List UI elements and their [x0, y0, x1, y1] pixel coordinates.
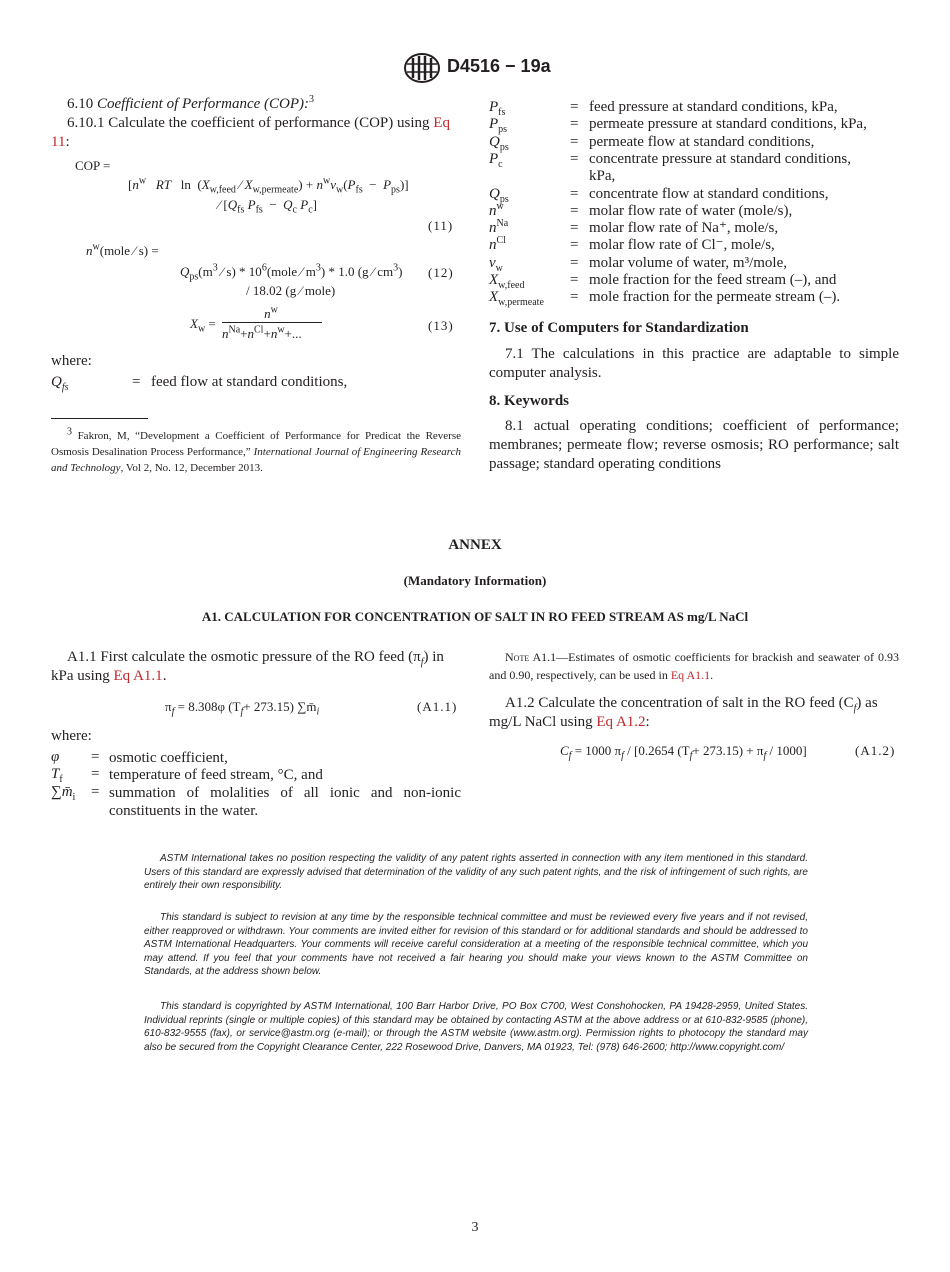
var-symbol: $X_{w,permeate}$ — [489, 289, 544, 309]
var-definition: permeate pressure at standard conditions, kPa, — [589, 116, 867, 133]
eq-a1-2-link[interactable]: Eq A1.2 — [596, 714, 646, 730]
note-text: —Estimates of osmotic coefficients for brackish and seawater of 0.93 and 0.90, respectively, can be used in — [489, 650, 899, 682]
note-end: . — [710, 668, 714, 682]
eq11-link[interactable]: Eq 11 — [51, 115, 450, 150]
footnote-rule — [51, 418, 148, 419]
footnote-journal: International Journal of Engineering Research and Technology — [51, 446, 461, 474]
eq13-number: (13) — [428, 318, 454, 333]
eq12-lhs-sup: w — [92, 241, 100, 253]
page-header — [0, 52, 950, 86]
section-6-10-1 — [51, 114, 461, 152]
var-symbol: $Q_{ps}$ — [489, 185, 509, 205]
var-definition: molar flow rate of Cl⁻, mole/s, — [589, 237, 775, 254]
var-definition: concentrate pressure at standard conditions, — [589, 150, 851, 167]
eq12-rhs: $Q_{ps}(m^3$ ⁄ $s) * 10^6(mole$ ⁄ $m^3) * 1.0$ (g ⁄ $cm^3$) — [180, 262, 403, 283]
var-definition: molar flow rate of Na⁺, mole/s, — [589, 220, 779, 237]
eq11-numerator: [$n^w$ RT $\ln (X_{w,feed}$ ⁄ $X_{w,permeate}) + n^wv_w(P_{fs} - P_{ps})$] — [128, 175, 409, 196]
equals-sign: = — [570, 202, 579, 219]
paragraph-text: 6.10.1 Calculate the coefficient of performance (COP) using — [67, 115, 430, 131]
eq12-line2: / 18.02 (g ⁄ mole) — [246, 283, 336, 298]
eq-a1-1-number: (A1.1) — [417, 699, 458, 714]
eq11-denominator: ⁄ [$Q_{fs}$ $P_{fs} - Q_c$ $P_c$] — [218, 197, 317, 216]
var-row — [489, 134, 899, 151]
eq11-lhs: COP = — [75, 158, 111, 173]
var-symbol: $X_{w,feed}$ — [489, 272, 525, 291]
equals-sign: = — [132, 374, 141, 390]
equals-sign: = — [570, 150, 579, 167]
section-8-heading: 8. Keywords — [489, 393, 569, 409]
page-number: 3 — [471, 1220, 479, 1235]
annex-where-label: where: — [51, 728, 92, 744]
note-number: A1.1 — [532, 650, 557, 664]
equals-sign: = — [570, 289, 579, 306]
var-row — [489, 255, 899, 272]
paragraph-text: A1.1 First calculate the osmotic pressure of the RO feed (π — [67, 649, 421, 665]
var-definition: molar volume of water, m³/mole, — [589, 254, 788, 271]
eq13-denominator: $n^{Na}+n^{Cl}+n^w+$... — [222, 324, 302, 341]
notice-copyright: This standard is copyrighted by ASTM International, 100 Barr Harbor Drive, PO Box C700, West Conshohocken, PA 19428-2959, United States. Individual reprints (single or multiple copies) of this standard may be obtained by contacting ASTM at the above address or at 610-832-9585 (phone), 610-832-9555 (fax), or service@astm.org (e-mail); or through the ASTM website (www.astm.org). Permission rights to photocopy the standard may also be secured from the Copyright Clearance Center, 222 Rosewood Drive, Danvers, MA 01923, Tel: (978) 646-2600; http://www.copyright.com/ — [144, 1001, 808, 1053]
eq11-number: (11) — [428, 218, 454, 233]
var-definition: temperature of feed stream, °C, and — [109, 767, 323, 783]
equals-sign: = — [570, 116, 579, 133]
annex-variable-list — [51, 749, 461, 819]
var-definition: concentrate flow at standard conditions, — [589, 185, 829, 202]
var-row — [489, 237, 899, 254]
equals-sign: = — [570, 272, 579, 288]
paragraph-tail: : — [65, 134, 70, 150]
where-label: where: — [51, 353, 92, 369]
var-definition: mole fraction for the feed stream (–), and — [589, 272, 837, 288]
var-symbol: $P_{fs}$ — [489, 99, 506, 118]
equals-sign: = — [570, 220, 579, 237]
eq12-lhs-tail: (mole ⁄ s) = — [99, 243, 159, 258]
var-symbol: $P_{ps}$ — [489, 116, 508, 136]
equals-sign: = — [570, 237, 579, 254]
var-qfs — [51, 374, 461, 391]
var-symbol: $\sum m̄_i$ — [51, 784, 76, 803]
annex-var-row — [51, 784, 461, 820]
var-definition: feed pressure at standard conditions, kPa, — [589, 99, 838, 115]
var-symbol: $n^w$ — [489, 200, 504, 219]
var-definition: feed flow at standard conditions, — [151, 374, 348, 390]
equals-sign: = — [91, 766, 100, 782]
eq12-number: (12) — [428, 265, 454, 280]
note-label: Note — [505, 650, 530, 664]
notice-revision: This standard is subject to revision at any time by the responsible technical committee and must be reviewed every five years and if not revised, either reapproved or withdrawn. Your comments are invited either for revision of this standard or for additional standards and should be addressed to ASTM International Headquarters. Your comments will receive careful consideration at a meeting of the responsible technical committee, which you may attend. If you feel that your comments have not received a fair hearing you should make your views known to the ASTM Committee on Standards, at the address shown below. — [144, 912, 808, 977]
equals-sign: = — [570, 99, 579, 115]
section-8-1: 8.1 actual operating conditions; coefficient of performance; membranes; permeate flow; reverse osmosis; RO performance; salt passage; standard operating conditions — [489, 418, 899, 472]
equals-sign: = — [91, 749, 100, 765]
paragraph-end: . — [162, 668, 167, 684]
eq-a1-1: $\pi_f = 8.308\varphi$ $(T_f+ 273.15)$ $\sum m̄_i$ — [165, 699, 320, 718]
paragraph-tail: ) in kPa using — [51, 649, 444, 684]
var-symbol: $n^{Cl}$ — [489, 235, 506, 254]
annex-a1-1: A1.1 First calculate the osmotic pressure of the RO feed $(\pi_f)$ in kPa using Eq A1.1. — [51, 649, 444, 684]
annex-a1-heading: A1. CALCULATION FOR CONCENTRATION OF SALT IN RO FEED STREAM AS mg/L NaCl — [201, 609, 749, 624]
eq13-lhs: $X_w$ = — [190, 316, 216, 335]
var-definition: mole fraction for the permeate stream (–). — [589, 289, 841, 306]
annex-a1-2: A1.2 Calculate the concentration of salt in the RO feed $(C_f)$ as mg/L NaCl using Eq A1.2: — [489, 695, 878, 730]
var-definition: molar flow rate of water (mole/s), — [589, 202, 793, 219]
equals-sign: = — [570, 185, 579, 202]
section-title: Coefficient of Performance (COP): — [97, 96, 310, 112]
var-definition: permeate flow at standard conditions, — [589, 133, 815, 150]
eq-a1-2: $C_f = 1000$ $\pi_f / [0.2654$ $(T_f+ 273.15) + \pi_f / 1000$] — [560, 743, 807, 762]
eq13-fraction-bar — [222, 322, 322, 323]
var-definition: summation of molalities of all ionic and non-ionic constituents in the water. — [109, 785, 461, 819]
notice-patent: ASTM International takes no position respecting the validity of any patent rights asserted in connection with any item mentioned in this standard. Users of this standard are expressly advised that determination of the validity of any such patent rights, and the risk of infringement of such rights, are entirely their own responsibility. — [144, 853, 808, 891]
eq13-numerator: $n^w$ — [264, 304, 278, 321]
eq-a1-2-number: (A1.2) — [855, 743, 896, 758]
var-symbol: $v_w$ — [489, 254, 503, 274]
var-symbol: φ — [51, 749, 60, 765]
section-number: 6.10 — [67, 96, 94, 112]
footnote — [51, 428, 461, 476]
note-eq-link[interactable]: Eq A1.1 — [670, 668, 711, 682]
annex-var-row — [51, 749, 461, 766]
astm-logo-icon — [403, 52, 441, 84]
section-7-heading: 7. Use of Computers for Standardization — [489, 320, 749, 336]
var-row — [489, 186, 899, 203]
footnote-ref: 3 — [309, 94, 315, 105]
var-row — [489, 200, 899, 220]
var-symbol: $Q_{fs}$ — [51, 374, 69, 393]
var-row — [489, 289, 899, 309]
annex-title: ANNEX — [448, 537, 502, 553]
paragraph-text: A1.2 Calculate the concentration of salt in the RO feed (C — [505, 695, 854, 711]
var-definition: osmotic coefficient, — [109, 750, 228, 766]
var-row — [489, 116, 899, 136]
var-definition: kPa, — [589, 168, 616, 185]
paragraph-end: : — [645, 714, 650, 730]
equals-sign: = — [570, 133, 579, 150]
var-row — [489, 220, 899, 237]
eq12-lhs — [86, 243, 159, 259]
annex-var-row — [51, 766, 461, 783]
var-row — [489, 99, 899, 116]
annex-subtitle: (Mandatory Information) — [403, 573, 547, 588]
footnote-text: Fakron, M, “Development a Coefficient of Performance for Predicat the Reverse Osmosis Desalination Process Performance,” — [51, 430, 461, 458]
var-row — [489, 168, 899, 185]
variable-list — [489, 99, 909, 314]
footnote-mark: 3 — [67, 426, 72, 438]
paragraph-tail: ) as mg/L NaCl using — [489, 695, 878, 730]
standard-designation: D4516 − 19a — [447, 56, 551, 76]
eq12-lhs-n: n — [86, 243, 93, 258]
var-symbol: $P_c$ — [489, 150, 503, 170]
section-7-1: 7.1 The calculations in this practice are adaptable to simple computer analysis. — [489, 346, 899, 381]
footnote-text-tail: , Vol 2, No. 12, December 2013. — [120, 462, 263, 474]
var-symbol: $n^{Na}$ — [489, 218, 509, 237]
section-6-10-heading — [67, 95, 467, 114]
var-symbol: $T_f$ — [51, 766, 63, 785]
equals-sign: = — [91, 784, 100, 800]
var-symbol: $Q_{ps}$ — [489, 133, 509, 153]
note-a1-1 — [489, 648, 899, 684]
eq-a1-1-link[interactable]: Eq A1.1 — [113, 668, 163, 684]
equals-sign: = — [570, 254, 579, 271]
var-row — [489, 272, 899, 289]
var-row — [489, 151, 899, 168]
